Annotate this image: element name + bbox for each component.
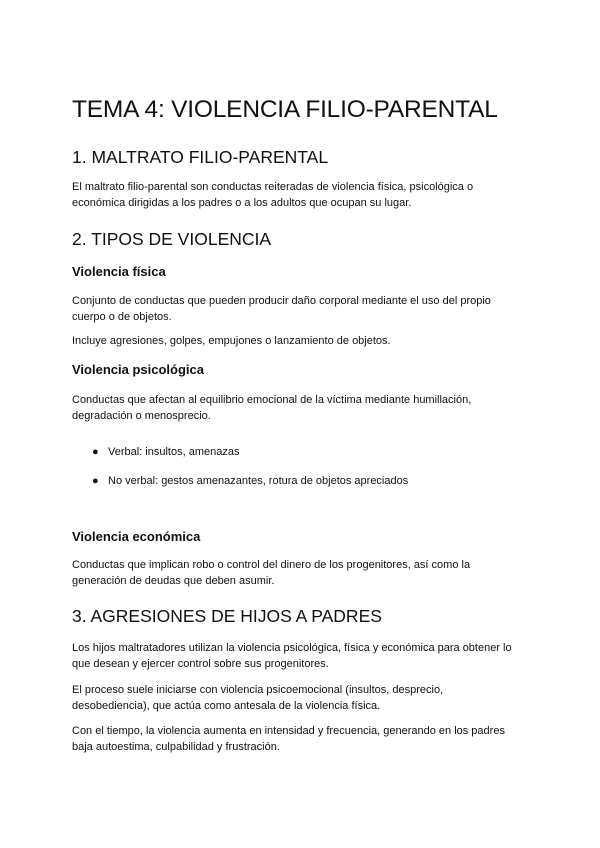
bullet-icon: ● — [92, 446, 99, 458]
paragraph-fisica-1: Conjunto de conductas que pueden producir daño corporal mediante el uso del propio cuerpo o de objetos. — [72, 295, 491, 323]
subsection-heading-fisica: Violencia física — [72, 264, 166, 279]
paragraph-economica: Conductas que implican robo o control del dinero de los progenitores, así como la generación de deudas que deben asumir. — [72, 559, 471, 587]
page-title: TEMA 4: VIOLENCIA FILIO-PARENTAL — [72, 96, 498, 123]
section-heading-maltrato: 1. MALTRATO FILIO-PARENTAL — [72, 147, 329, 167]
paragraph-agresiones-2: El proceso suele iniciarse con violencia psicoemocional (insultos, desprecio, desobediencia), que actúa como antesala de la violencia física. — [72, 684, 444, 712]
bullet-icon: ● — [92, 475, 99, 487]
paragraph-fisica-2: Incluye agresiones, golpes, empujones o lanzamiento de objetos. — [72, 335, 391, 347]
paragraph-agresiones-3: Con el tiempo, la violencia aumenta en intensidad y frecuencia, generando en los padres baja autoestima, culpabilidad y frustración. — [72, 725, 505, 753]
subsection-heading-psicologica: Violencia psicológica — [72, 362, 204, 377]
paragraph-psicologica: Conductas que afectan al equilibrio emocional de la víctima mediante humillación, degradación o menosprecio. — [72, 394, 472, 422]
list-item-verbal: Verbal: insultos, amenazas — [108, 446, 240, 458]
section-heading-agresiones: 3. AGRESIONES DE HIJOS A PADRES — [72, 606, 382, 626]
paragraph-agresiones-1: Los hijos maltratadores utilizan la violencia psicológica, física y económica para obtener lo que desean y ejercer control sobre sus progenitores. — [72, 642, 512, 670]
list-item-no-verbal: No verbal: gestos amenazantes, rotura de objetos apreciados — [108, 475, 409, 487]
section-heading-tipos: 2. TIPOS DE VIOLENCIA — [72, 229, 272, 249]
subsection-heading-economica: Violencia económica — [72, 529, 201, 544]
paragraph-maltrato: El maltrato filio-parental son conductas reiteradas de violencia física, psicológica o económica dirigidas a los padres o a los adultos que ocupan su lugar. — [72, 181, 474, 209]
